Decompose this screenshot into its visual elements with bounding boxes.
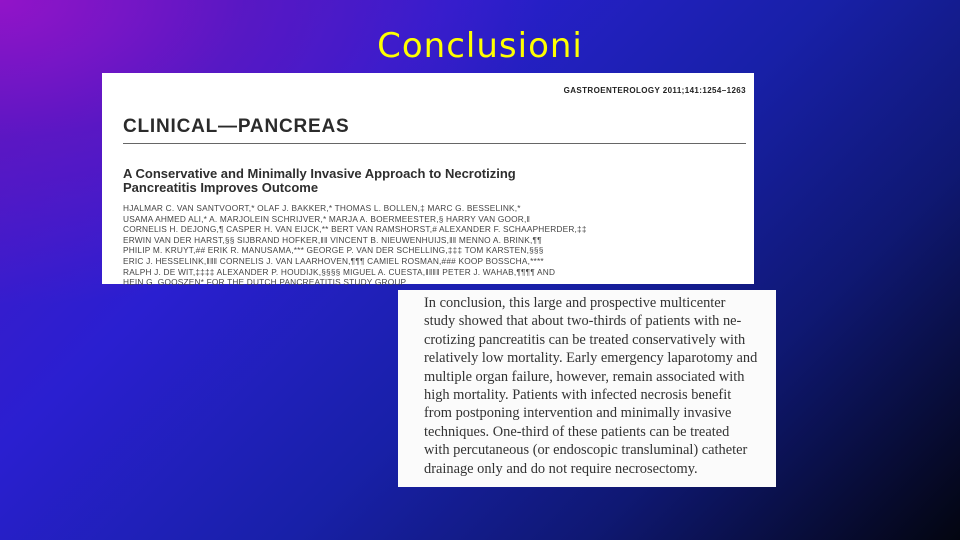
journal-reference: GASTROENTEROLOGY 2011;141:1254–1263 bbox=[563, 86, 746, 95]
author-list bbox=[123, 203, 743, 288]
author-line: USAMA AHMED ALI,* A. MARJOLEIN SCHRIJVER,* MARJA A. BOERMEESTER,§ HARRY VAN GOOR,‖ bbox=[123, 213, 531, 224]
conclusion-line: high mortality. Patients with infected necrosis benefit bbox=[424, 387, 732, 404]
author-line: PHILIP M. KRUYT,## ERIK R. MANUSAMA,*** GEORGE P. VAN DER SCHELLING,‡‡‡ TOM KARSTEN,§§§ bbox=[123, 245, 544, 256]
conclusion-line: In conclusion, this large and prospective multicenter bbox=[424, 295, 726, 311]
author-line: CORNELIS H. DEJONG,¶ CASPER H. VAN EIJCK,** BERT VAN RAMSHORST,# ALEXANDER F. SCHAAPHERDER,‡‡ bbox=[123, 224, 587, 235]
conclusion-line: study showed that about two-thirds of patients with ne- bbox=[424, 313, 742, 330]
author-line: HJALMAR C. VAN SANTVOORT,* OLAF J. BAKKER,* THOMAS L. BOLLEN,‡ MARC G. BESSELINK,* bbox=[123, 203, 521, 213]
author-line: ERIC J. HESSELINK,‖‖‖ CORNELIS J. VAN LAARHOVEN,¶¶¶ CAMIEL ROSMAN,### KOOP BOSSCHA,**** bbox=[123, 255, 544, 266]
conclusion-excerpt bbox=[398, 290, 776, 487]
section-heading: CLINICAL—PANCREAS bbox=[123, 116, 350, 137]
conclusion-line: with percutaneous (or endoscopic transluminal) catheter bbox=[424, 442, 748, 459]
article-title-line: A Conservative and Minimally Invasive Approach to Necrotizing bbox=[123, 166, 516, 181]
slide-title: Conclusioni bbox=[377, 26, 583, 66]
author-line: HEIN G. GOOSZEN* FOR THE DUTCH PANCREATITIS STUDY GROUP bbox=[123, 277, 407, 288]
conclusion-line: relatively low mortality. Early emergency laparotomy and bbox=[424, 350, 758, 367]
article-header-image bbox=[102, 73, 754, 288]
article-title-line: Pancreatitis Improves Outcome bbox=[123, 180, 319, 195]
section-divider bbox=[123, 143, 746, 144]
conclusion-line: from postponing intervention and minimally invasive bbox=[424, 405, 732, 422]
article-title bbox=[123, 167, 643, 195]
conclusion-line: drainage only and do not require necrosectomy. bbox=[424, 460, 698, 477]
conclusion-line: crotizing pancreatitis can be treated conservatively with bbox=[424, 331, 746, 348]
conclusion-line: techniques. One-third of these patients can be treated bbox=[424, 423, 730, 440]
author-line: RALPH J. DE WIT,‡‡‡‡ ALEXANDER P. HOUDIJK,§§§§ MIGUEL A. CUESTA,‖‖‖‖ PETER J. WAHAB,¶¶¶¶ AND bbox=[123, 266, 556, 277]
conclusion-line: multiple organ failure, however, remain associated with bbox=[424, 368, 745, 385]
author-line: ERWIN VAN DER HARST,§§ SIJBRAND HOFKER,‖‖ VINCENT B. NIEUWENHUIJS,‖‖ MENNO A. BRINK,¶¶ bbox=[123, 234, 542, 245]
